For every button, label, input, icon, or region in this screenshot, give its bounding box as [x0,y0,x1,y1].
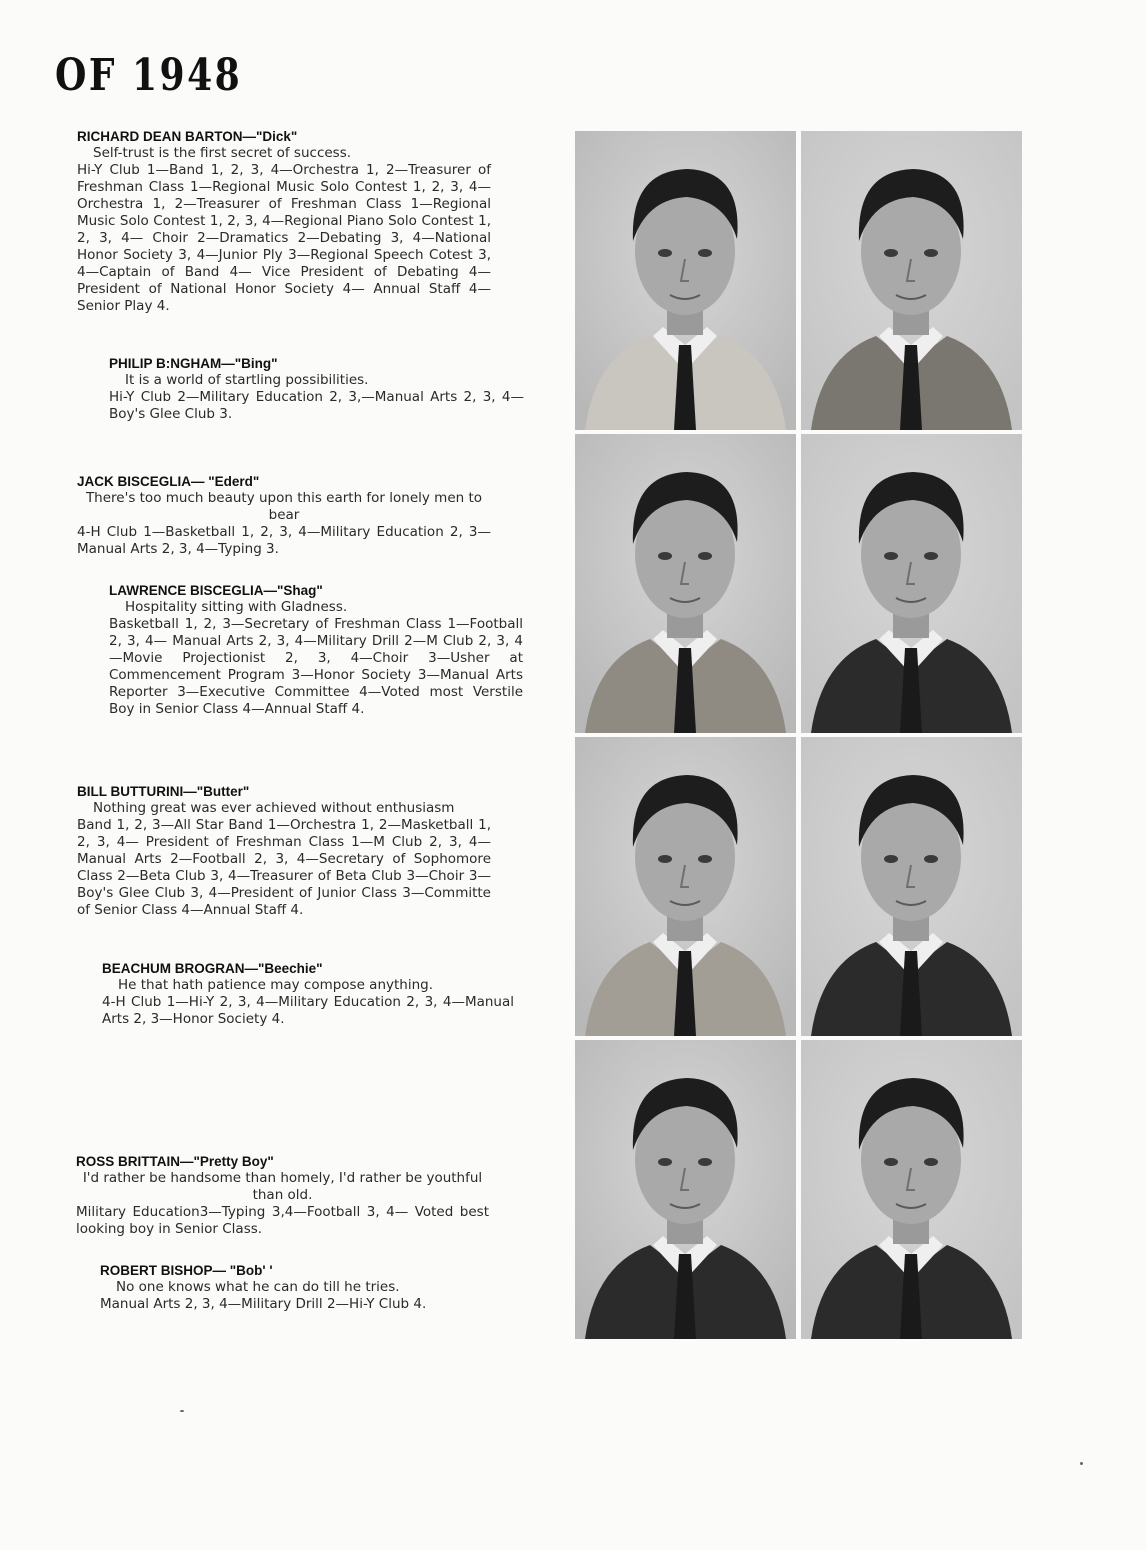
entry-bill-butturini [77,783,491,919]
entry-name: RICHARD DEAN BARTON—"Dick" [77,129,298,144]
entry-motto: No one knows what he can do till he tries. [116,1279,400,1295]
portrait-bill-butturini [575,737,796,1036]
portrait-robert-bishop [801,1040,1022,1339]
entry-activities: Hi-Y Club 2—Military Education 2, 3,—Manual Arts 2, 3, 4—Boy's Glee Club 3. [109,389,524,422]
entry-activities: Manual Arts 2, 3, 4—Military Drill 2—Hi-Y Club 4. [100,1296,427,1312]
entry-motto: Self-trust is the first secret of success. [93,145,352,161]
entry-motto: There's too much beauty upon this earth for lonely men to bear [85,490,483,523]
entry-activities: 4-H Club 1—Hi-Y 2, 3, 4—Military Education 2, 3, 4—Manual Arts 2, 3—Honor Society 4. [102,994,514,1027]
entry-activities: Military Education3—Typing 3,4—Football 3, 4— Voted best looking boy in Senior Class. [76,1204,489,1237]
portrait-philip-bingham [801,131,1022,430]
entry-name: PHILIP B:NGHAM—"Bing" [109,356,278,371]
portrait-richard-dean-barton [575,131,796,430]
page-heading: OF 1948 [55,50,243,101]
entry-activities: 4-H Club 1—Basketball 1, 2, 3, 4—Military Education 2, 3—Manual Arts 2, 3, 4—Typing 3. [77,524,491,557]
entry-motto: Hospitality sitting with Gladness. [125,599,348,615]
entry-beachum-brogran [102,960,514,1028]
portrait-grid [575,131,1023,1336]
entry-name: LAWRENCE BISCEGLIA—"Shag" [109,583,323,598]
entry-philip-bingham [109,355,524,423]
entry-motto: I'd rather be handsome than homely, I'd rather be youthful than old. [82,1170,483,1203]
portrait-jack-bisceglia [575,434,796,733]
portrait-ross-brittain [575,1040,796,1339]
ink-speck [180,1410,184,1412]
entry-name: BILL BUTTURINI—"Butter" [77,784,250,799]
entry-name: ROSS BRITTAIN—"Pretty Boy" [76,1154,274,1169]
portrait-beachum-brogran [801,737,1022,1036]
entry-name: BEACHUM BROGRAN—"Beechie" [102,961,323,976]
entry-motto: Nothing great was ever achieved without enthusiasm [93,800,455,816]
entry-motto: He that hath patience may compose anything. [118,977,434,993]
entry-ross-brittain [76,1153,489,1238]
entry-richard-dean-barton [77,128,491,315]
entry-activities: Band 1, 2, 3—All Star Band 1—Orchestra 1, 2—Masketball 1, 2, 3, 4— President of Freshman Class 1—M Club 2, 3, 4—Manual Arts 2—Football 2, 3, 4—Secretary of Sophomore Class 2—Beta Club 3, 4—Treasurer of Beta Club 3—Choir 3—Boy's Glee Club 3, 4—President of Junior Class 3—Committe of Senior Class 4—Annual Staff 4. [77,817,491,918]
entry-activities: Hi-Y Club 1—Band 1, 2, 3, 4—Orchestra 1, 2—Treasurer of Freshman Class 1—Regional Music Solo Contest 1, 2, 3, 4—Orchestra 1, 2—Treasurer of Freshman Class 1—Regional Music Solo Contest 1, 2, 3, 4—Regional Piano Solo Contest 1, 2, 3, 4— Choir 2—Dramatics 2—Debating 3, 4—National Honor Society 3, 4—Junior Ply 3—Regional Speech Cotest 3, 4—Captain of Band 4— Vice President of Debating 4— President of National Honor Society 4— Annual Staff 4—Senior Play 4. [77,162,491,314]
entry-motto: It is a world of startling possibilities. [125,372,369,388]
entry-name: ROBERT BISHOP— "Bob' ' [100,1263,273,1278]
entry-jack-bisceglia [77,473,491,558]
ink-speck [1080,1462,1083,1465]
entry-robert-bishop [100,1262,500,1313]
portrait-lawrence-bisceglia [801,434,1022,733]
entry-name: JACK BISCEGLIA— "Ederd" [77,474,260,489]
entry-activities: Basketball 1, 2, 3—Secretary of Freshman Class 1—Football 2, 3, 4— Manual Arts 2, 3, 4—Military Drill 2—M Club 2, 3, 4—Movie Projectionist 2, 3, 4—Choir 3—Usher at Commencement Program 3—Honor Society 3—Manual Arts Reporter 3—Executive Committee 4—Voted most Verstile Boy in Senior Class 4—Annual Staff 4. [109,616,523,717]
entry-lawrence-bisceglia [109,582,523,718]
